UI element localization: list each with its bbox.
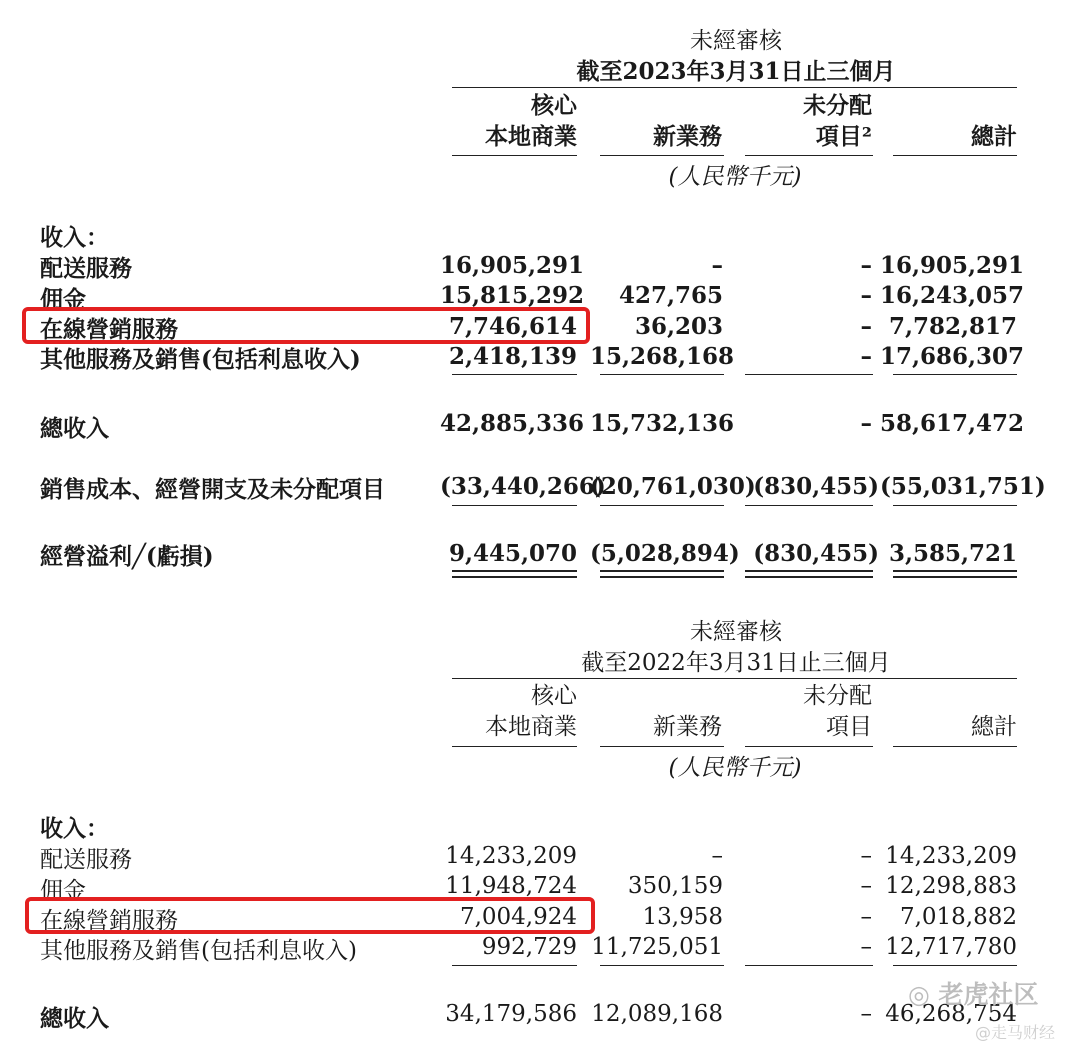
t2-cell: – <box>860 1001 872 1027</box>
t1-period-rule <box>452 87 1017 88</box>
t2-unit-label: (人民幣千元) <box>668 755 802 781</box>
t1-col-rule <box>452 155 577 156</box>
t2-cell: 7,018,882 <box>899 904 1017 930</box>
t1-col-new-header: 新業務 <box>653 123 722 150</box>
t1-unit-label: (人民幣千元) <box>668 164 802 190</box>
t2-period-rule <box>452 678 1017 679</box>
t2-cell: – <box>860 934 872 960</box>
t2-cell: 34,179,586 <box>445 1001 577 1027</box>
t1-cell: 7,746,614 <box>448 313 577 340</box>
t1-cell: 16,905,291 <box>880 252 1025 279</box>
t1-cell: 15,815,292 <box>440 282 585 309</box>
t1-cost-rule <box>600 505 724 506</box>
t2-revenue-heading: 收入： <box>40 815 109 842</box>
t2-period-label: 截至2022年3月31日止三個月 <box>581 650 891 676</box>
t1-operating-profit-label: 經營溢利╱(虧損) <box>40 543 214 570</box>
t1-cell: 42,885,336 <box>440 410 585 437</box>
t1-cell: (55,031,751) <box>880 473 1046 500</box>
t1-cell: – <box>860 313 872 340</box>
t1-cell: 427,765 <box>618 282 723 309</box>
highlight-box-2022 <box>25 897 595 934</box>
t2-row-label: 佣金 <box>40 878 86 904</box>
t1-row-label: 其他服務及銷售(包括利息收入) <box>40 346 361 373</box>
t1-cell: – <box>860 410 872 437</box>
t2-cell: – <box>860 904 872 930</box>
t2-audit-label: 未經審核 <box>690 619 782 645</box>
t2-cell: 11,948,724 <box>445 873 577 899</box>
t1-cell: 15,732,136 <box>590 410 735 437</box>
t2-col-rule <box>745 746 873 747</box>
t2-cell: – <box>711 843 723 869</box>
t1-cell: – <box>860 282 872 309</box>
highlight-box-2023 <box>22 307 590 344</box>
t2-row-label: 配送服務 <box>40 847 132 873</box>
t1-cell: – <box>860 252 872 279</box>
t1-row-label: 配送服務 <box>40 255 132 282</box>
t1-cell: – <box>860 343 872 370</box>
t1-double-rule <box>600 570 724 578</box>
t2-subtotal-rule <box>600 965 724 966</box>
t1-cell: 3,585,721 <box>888 540 1017 567</box>
t2-cell: 350,159 <box>627 873 723 899</box>
t1-cell: (5,028,894) <box>590 540 740 567</box>
t2-col-rule <box>893 746 1017 747</box>
t1-audit-label: 未經審核 <box>690 28 782 54</box>
t1-subtotal-rule <box>600 374 724 375</box>
t1-cost-label: 銷售成本、經營開支及未分配項目 <box>40 476 385 503</box>
t2-cell: 12,717,780 <box>885 934 1017 960</box>
t1-cell: 2,418,139 <box>448 343 577 370</box>
t1-period-label: 截至2023年3月31日止三個月 <box>576 58 896 85</box>
t2-cell: 992,729 <box>481 934 577 960</box>
t1-col-rule <box>745 155 873 156</box>
t1-subtotal-rule <box>893 374 1017 375</box>
t1-subtotal-rule <box>452 374 577 375</box>
t2-cell: 12,298,883 <box>885 873 1017 899</box>
t1-cell: – <box>711 252 723 279</box>
t2-subtotal-rule <box>893 965 1017 966</box>
t1-col-total-header: 總計 <box>971 123 1017 150</box>
t2-cell: 7,004,924 <box>459 904 577 930</box>
t2-cell: 13,958 <box>642 904 723 930</box>
t1-cell: (20,761,030) <box>590 473 756 500</box>
t1-cell: 16,243,057 <box>880 282 1025 309</box>
t1-cell: (830,455) <box>753 473 879 500</box>
source-watermark: @走马财经 <box>975 1023 1056 1042</box>
t1-col-unallocated-header: 未分配 項目² <box>803 92 872 150</box>
t1-col-core-header: 核心 本地商業 <box>485 92 577 150</box>
t1-col-rule <box>600 155 724 156</box>
t2-cell: 11,725,051 <box>591 934 723 960</box>
t1-cell: (830,455) <box>753 540 879 567</box>
t2-cell: – <box>860 873 872 899</box>
t1-cost-rule <box>452 505 577 506</box>
t1-cost-rule <box>745 505 873 506</box>
t1-row-label: 在線營銷服務 <box>40 316 178 343</box>
t2-row-label: 其他服務及銷售(包括利息收入) <box>40 938 357 964</box>
t2-col-rule <box>452 746 577 747</box>
t1-double-rule <box>893 570 1017 578</box>
t1-cell: (33,440,266) <box>440 473 606 500</box>
t1-cell: 15,268,168 <box>590 343 735 370</box>
t1-double-rule <box>452 570 577 578</box>
t1-revenue-heading: 收入： <box>40 224 109 251</box>
t1-subtotal-rule <box>745 374 873 375</box>
t2-col-rule <box>600 746 724 747</box>
t1-col-rule <box>893 155 1017 156</box>
t1-cell: 9,445,070 <box>448 540 577 567</box>
t1-cell: 58,617,472 <box>880 410 1025 437</box>
t2-col-unallocated-header: 未分配 項目 <box>803 683 872 740</box>
t1-cell: 36,203 <box>634 313 723 340</box>
t2-cell: – <box>860 843 872 869</box>
t2-subtotal-rule <box>745 965 873 966</box>
t1-cell: 16,905,291 <box>440 252 585 279</box>
t1-row-label: 佣金 <box>40 286 86 313</box>
t2-col-core-header: 核心 本地商業 <box>485 683 577 740</box>
t2-total-revenue-label: 總收入 <box>40 1005 109 1032</box>
t1-cost-rule <box>893 505 1017 506</box>
t1-total-revenue-label: 總收入 <box>40 415 109 442</box>
t2-cell: 14,233,209 <box>885 843 1017 869</box>
t1-double-rule <box>745 570 873 578</box>
t2-cell: 12,089,168 <box>591 1001 723 1027</box>
community-watermark: ◎ 老虎社区 <box>908 980 1039 1009</box>
t2-row-label: 在線營銷服務 <box>40 908 178 934</box>
t2-cell: 46,268,754 <box>885 1001 1017 1027</box>
t1-cell: 17,686,307 <box>880 343 1025 370</box>
t2-col-total-header: 總計 <box>971 714 1017 740</box>
t2-subtotal-rule <box>452 965 577 966</box>
tiger-logo-icon: ◎ <box>908 980 930 1009</box>
t2-col-new-header: 新業務 <box>653 714 722 740</box>
t2-cell: 14,233,209 <box>445 843 577 869</box>
t1-cell: 7,782,817 <box>888 313 1017 340</box>
